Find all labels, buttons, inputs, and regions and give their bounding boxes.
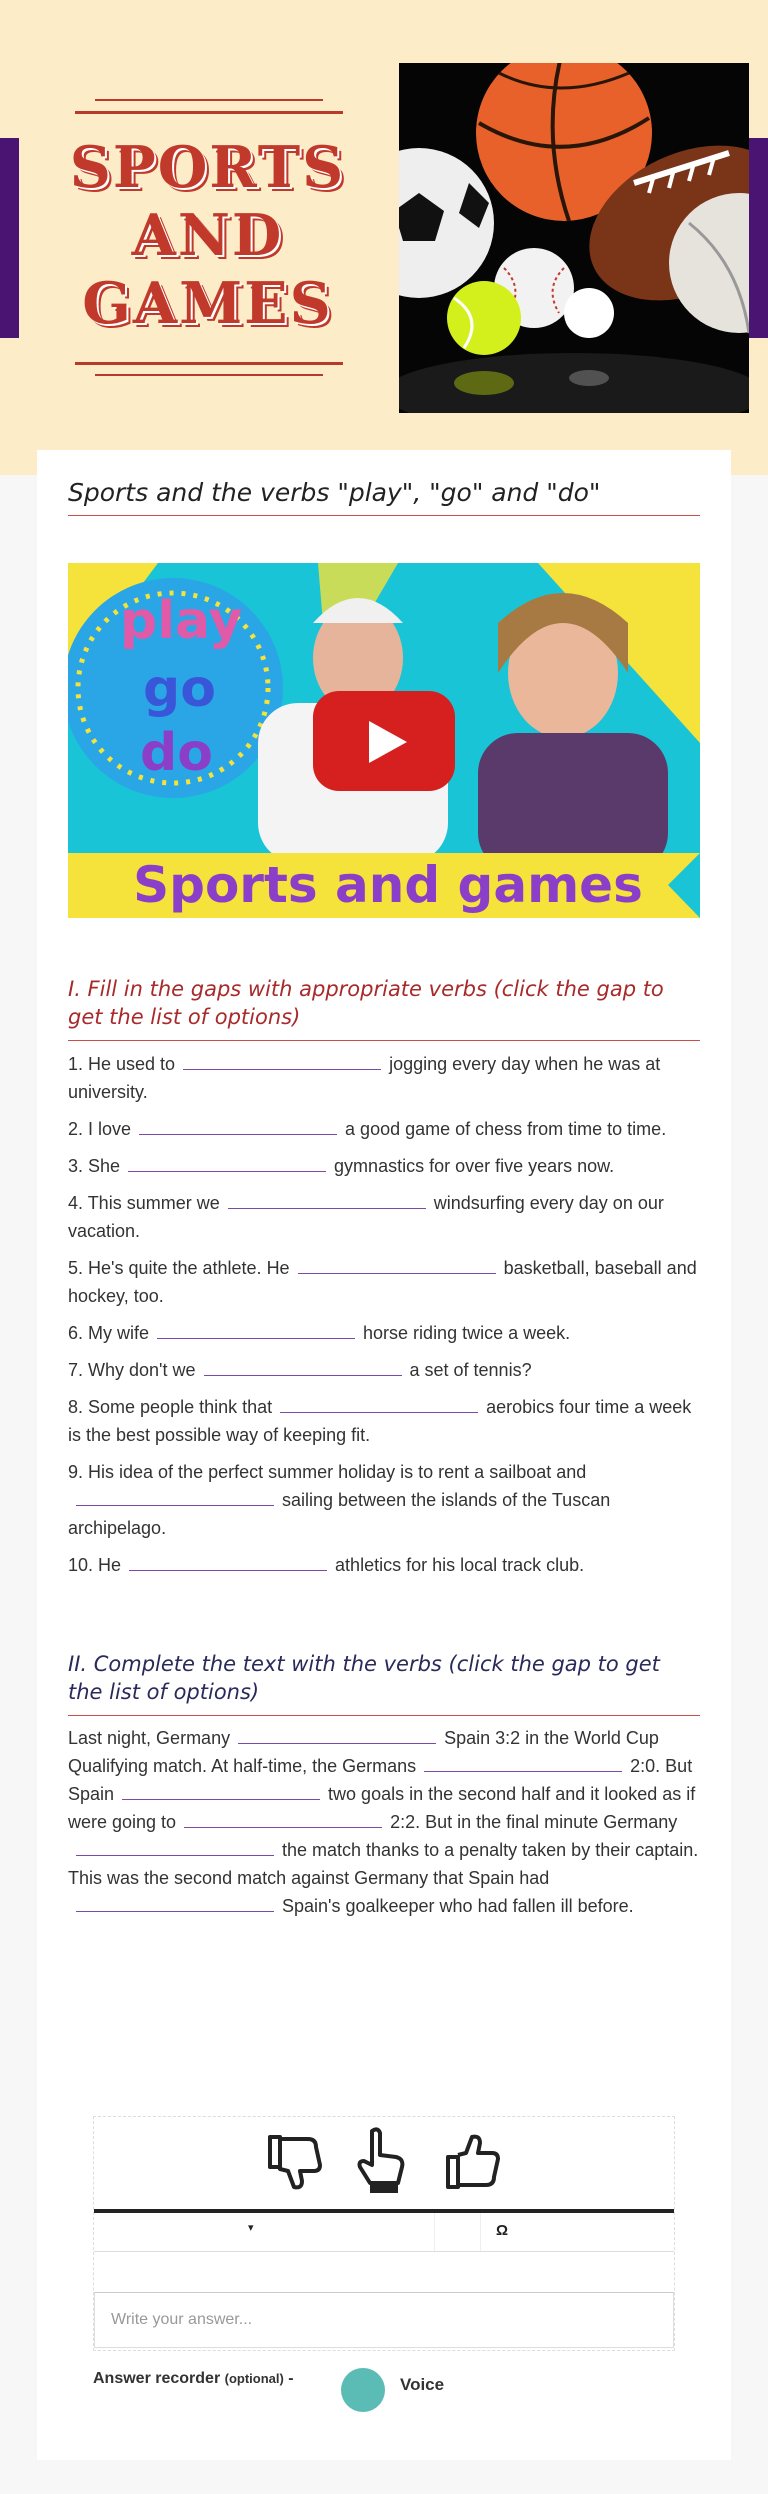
page-header	[0, 0, 768, 475]
hand-pointer-icon[interactable]	[352, 2125, 408, 2195]
exercise-1-list	[68, 1050, 700, 1588]
section-title-verbs: Sports and the verbs "play", "go" and "do"	[68, 478, 700, 516]
gap-dropdown[interactable]	[184, 1809, 382, 1828]
exercise-item	[68, 1254, 700, 1310]
exercise-item	[68, 1356, 700, 1384]
section-title-exercise-2: II. Complete the text with the verbs (click the gap to get the list of options)	[68, 1650, 700, 1716]
item-text: windsurfing every day on our vacation.	[68, 1193, 664, 1241]
passage-text: 2:2. But in the final minute Germany	[390, 1812, 678, 1832]
gap-dropdown[interactable]	[128, 1153, 326, 1172]
recorder-optional-text: (optional)	[224, 2371, 284, 2386]
item-text: 6. My wife	[68, 1323, 150, 1343]
video-word-play: play	[120, 591, 243, 651]
item-text: gymnastics for over five years now.	[334, 1156, 615, 1176]
item-text: 5. He's quite the athlete. He	[68, 1258, 290, 1278]
item-text: athletics for his local track club.	[335, 1555, 585, 1575]
answer-placeholder: Write your answer...	[111, 2311, 253, 2328]
thumbs-down-icon[interactable]	[264, 2131, 326, 2193]
video-word-do: do	[140, 723, 213, 783]
page-title: SPORTS AND GAMES	[69, 134, 346, 337]
answer-input[interactable]	[94, 2292, 674, 2348]
exercise-item	[68, 1152, 700, 1180]
item-text: 10. He	[68, 1555, 122, 1575]
video-word-go: go	[143, 659, 216, 719]
reaction-bar	[94, 2117, 674, 2207]
item-text: jogging every day when he was at university.	[68, 1054, 661, 1102]
gap-dropdown[interactable]	[238, 1725, 436, 1744]
gap-dropdown[interactable]	[129, 1552, 327, 1571]
answer-box	[93, 2116, 675, 2351]
item-text: 7. Why don't we	[68, 1360, 196, 1380]
play-button[interactable]	[313, 691, 455, 791]
answer-recorder-label	[93, 2370, 294, 2388]
gap-dropdown[interactable]	[122, 1781, 320, 1800]
voice-label[interactable]: Voice	[400, 2375, 445, 2394]
passage-text: 2:0. But Spain	[68, 1756, 693, 1804]
item-text: 1. He used to	[68, 1054, 176, 1074]
item-text: sailing between the islands of the Tuscan archipelago.	[68, 1490, 611, 1538]
item-text: aerobics four time a week is the best possible way of keeping fit.	[68, 1397, 692, 1445]
item-text: 2. I love	[68, 1119, 132, 1139]
gap-dropdown[interactable]	[139, 1116, 337, 1135]
toolbar-divider	[434, 2213, 435, 2251]
passage-text: Last night, Germany	[68, 1728, 231, 1748]
gap-dropdown[interactable]	[76, 1487, 274, 1506]
recorder-label-text: Answer recorder	[93, 2370, 221, 2387]
exercise-item	[68, 1393, 700, 1449]
gap-dropdown[interactable]	[298, 1255, 496, 1274]
title-rule	[75, 362, 343, 365]
microphone-icon[interactable]	[341, 2368, 385, 2412]
gap-dropdown[interactable]	[424, 1753, 622, 1772]
gap-dropdown[interactable]	[280, 1394, 478, 1413]
gap-dropdown[interactable]	[76, 1837, 274, 1856]
exercise-item	[68, 1319, 700, 1347]
special-characters-button[interactable]: Ω	[496, 2222, 509, 2239]
thumbs-up-icon[interactable]	[442, 2131, 504, 2193]
exercise-2-text	[68, 1724, 700, 1920]
exercise-item	[68, 1458, 700, 1542]
section-title-exercise-1: I. Fill in the gaps with appropriate verbs (click the gap to get the list of options)	[68, 975, 700, 1041]
purple-side-band-left	[0, 138, 19, 338]
title-rule	[75, 111, 343, 114]
video-player[interactable]	[68, 563, 700, 918]
purple-side-band-right	[746, 138, 768, 338]
gap-dropdown[interactable]	[183, 1051, 381, 1070]
gap-dropdown[interactable]	[204, 1357, 402, 1376]
exercise-item	[68, 1551, 700, 1579]
exercise-item	[68, 1189, 700, 1245]
passage-text: two goals in the second half and it looked as if were going to	[68, 1784, 696, 1832]
item-text: basketball, baseball and hockey, too.	[68, 1258, 697, 1306]
item-text: 9. His idea of the perfect summer holiday is to rent a sailboat and	[68, 1462, 587, 1482]
passage-text: the match thanks to a penalty taken by their captain. This was the second match against Germany that Spain had	[68, 1840, 699, 1888]
recorder-dash: -	[288, 2370, 294, 2387]
item-text: a good game of chess from time to time.	[345, 1119, 667, 1139]
item-text: 4. This summer we	[68, 1193, 220, 1213]
item-text: a set of tennis?	[409, 1360, 532, 1380]
passage-text: Spain's goalkeeper who had fallen ill before.	[282, 1896, 634, 1916]
toolbar-divider	[480, 2213, 481, 2251]
title-rule	[95, 99, 323, 101]
item-text: horse riding twice a week.	[363, 1323, 571, 1343]
item-text: 3. She	[68, 1156, 121, 1176]
editor-toolbar	[94, 2209, 674, 2252]
sports-balls-image	[399, 63, 749, 413]
chevron-down-icon[interactable]: ▾	[248, 2222, 254, 2234]
gap-dropdown[interactable]	[76, 1893, 274, 1912]
title-rule	[95, 374, 323, 376]
item-text: 8. Some people think that	[68, 1397, 273, 1417]
exercise-item	[68, 1115, 700, 1143]
video-banner-text: Sports and games	[133, 856, 643, 914]
exercise-item	[68, 1050, 700, 1106]
gap-dropdown[interactable]	[157, 1320, 355, 1339]
passage-text: Spain 3:2 in the World Cup Qualifying match. At half-time, the Germans	[68, 1728, 659, 1776]
gap-dropdown[interactable]	[228, 1190, 426, 1209]
